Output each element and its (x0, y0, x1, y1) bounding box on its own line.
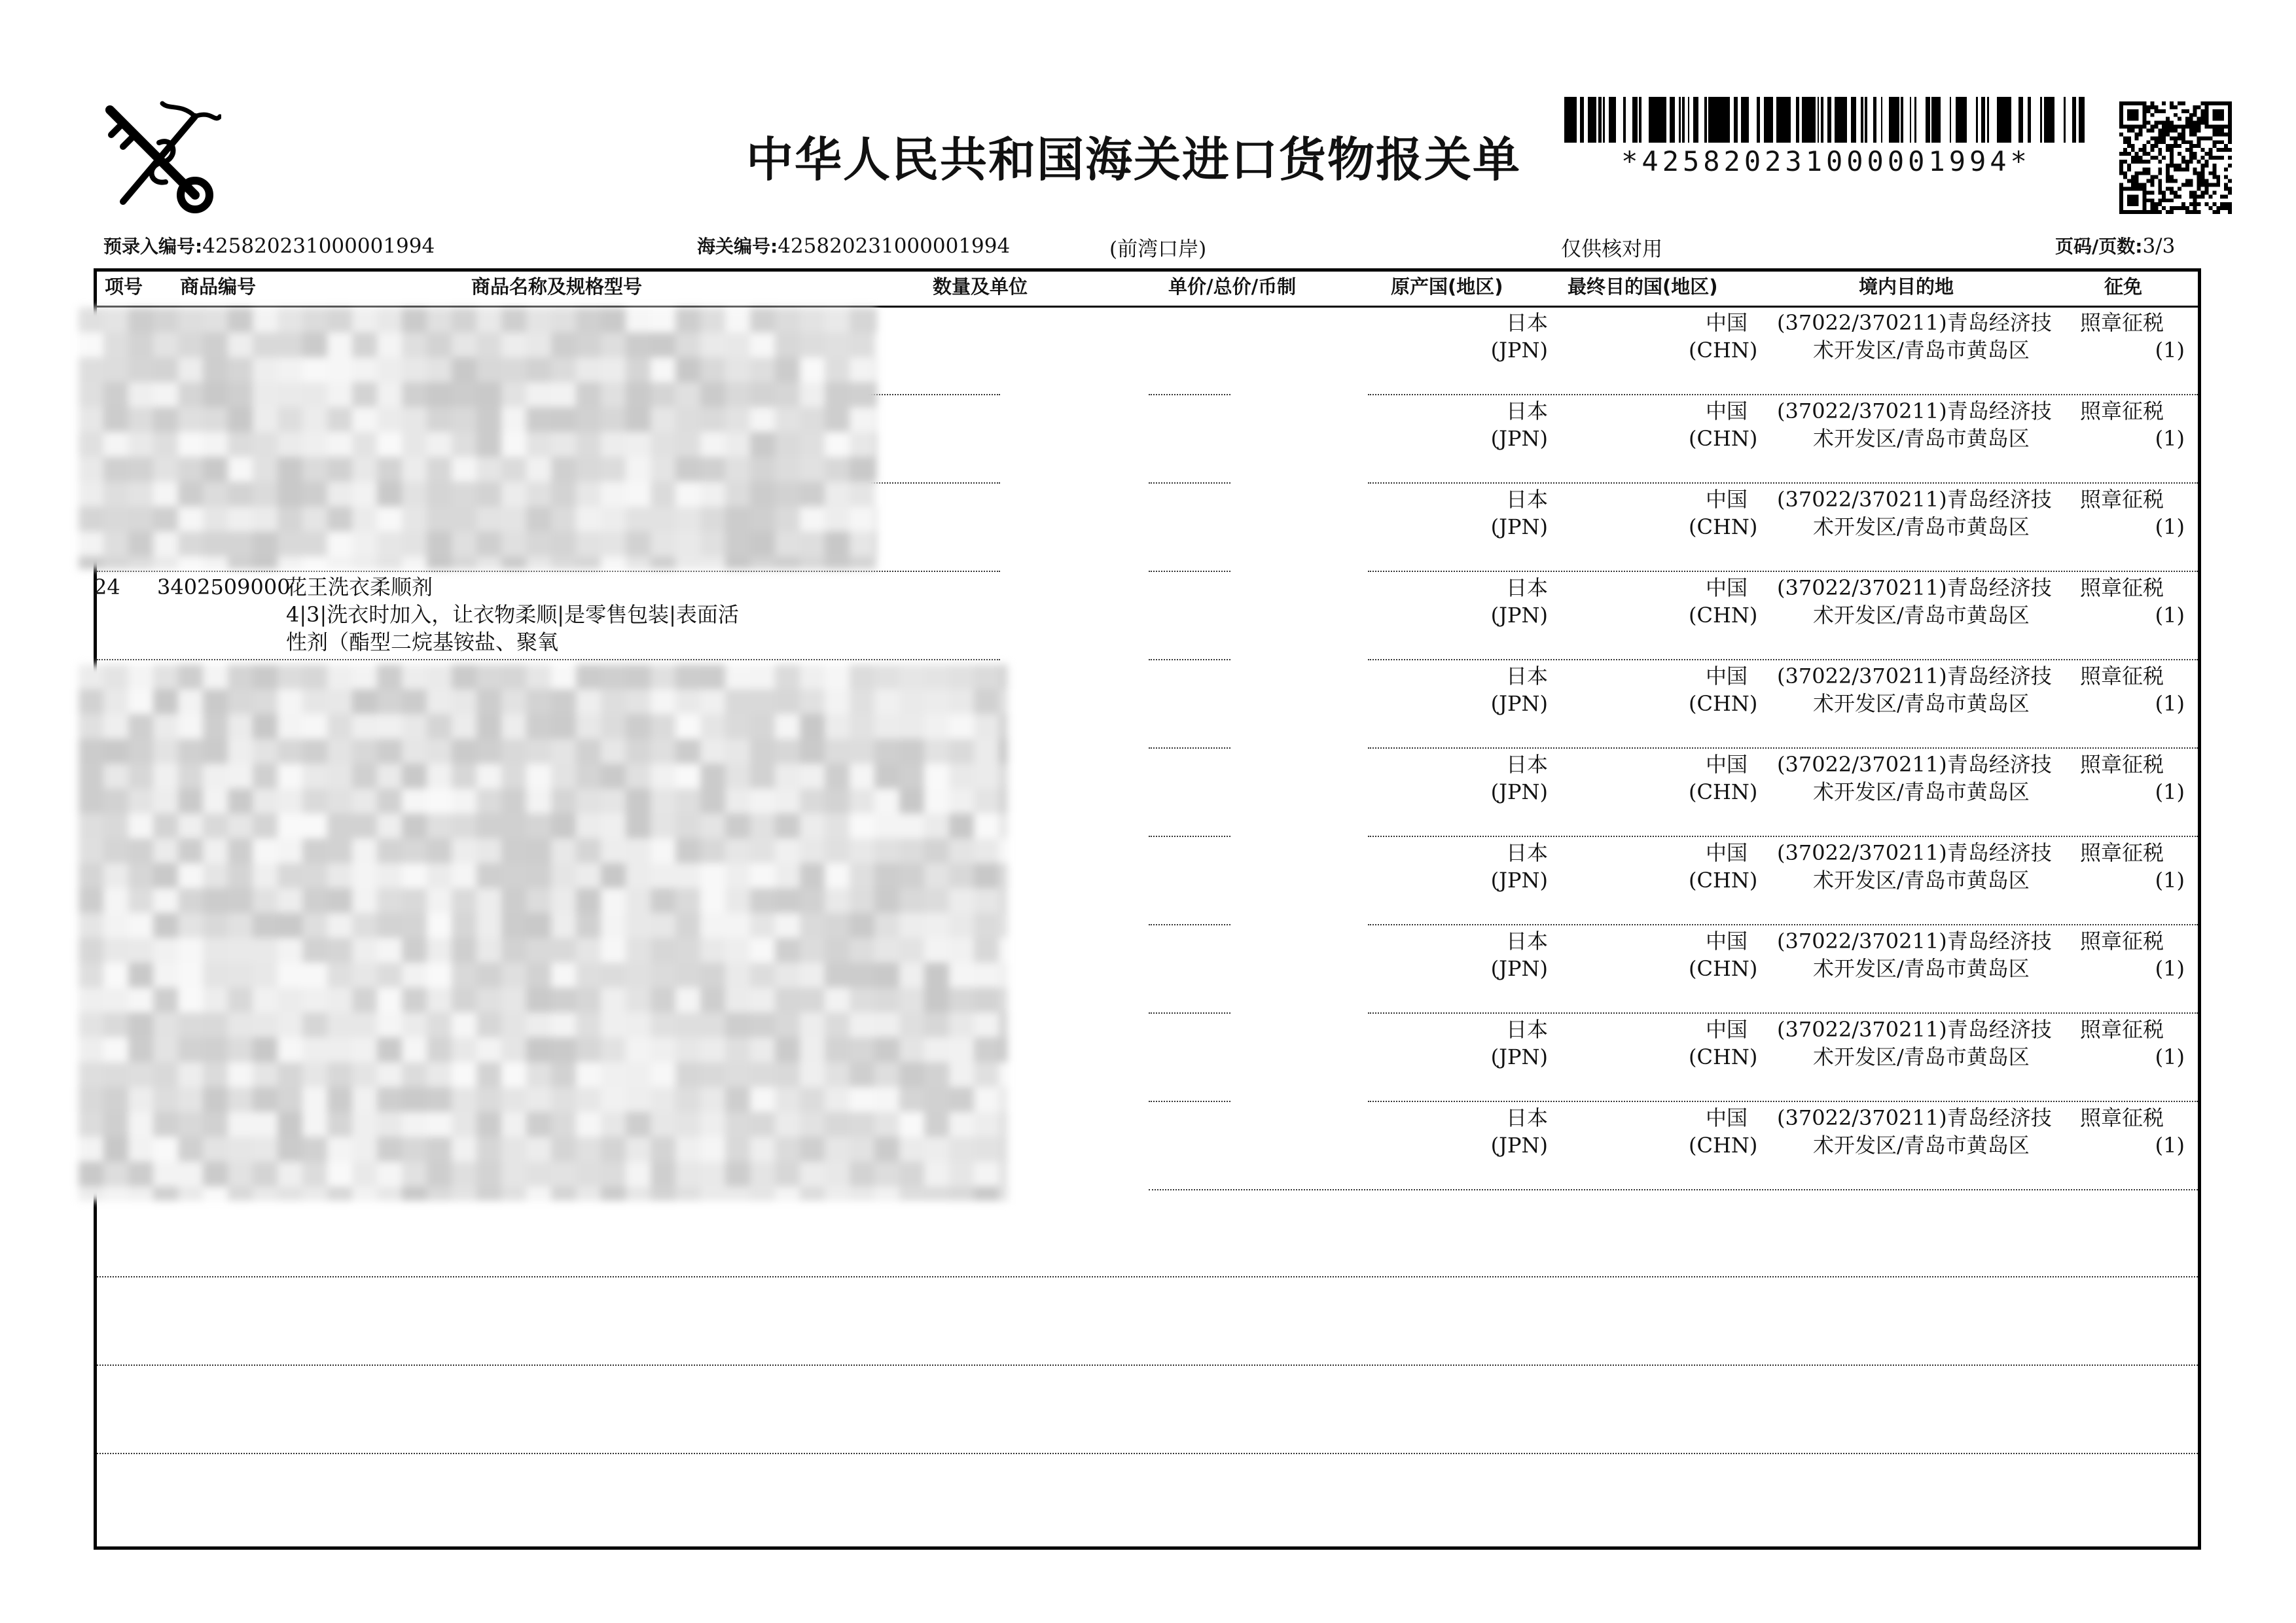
exemption-code: (1) (2155, 956, 2185, 981)
row-separator-right (1368, 1101, 2198, 1102)
origin-country: 日本 (1505, 929, 1548, 954)
origin-country: 日本 (1505, 1017, 1548, 1042)
domestic-region-line-1: (37022/370211)青岛经济技 (1777, 664, 2052, 688)
col-destination: 最终目的国(地区) (1568, 276, 1718, 298)
domestic-region-line-2: 术开发区/青岛市黄岛区 (1813, 868, 2030, 893)
domestic-region-line-2: 术开发区/青岛市黄岛区 (1813, 1133, 2030, 1158)
origin-country: 日本 (1505, 752, 1548, 777)
domestic-region-line-1: (37022/370211)青岛经济技 (1777, 575, 2052, 600)
customs-label: 海关编号: (697, 236, 778, 257)
item-24-no: 24 (94, 575, 120, 599)
destination-code: (CHN) (1689, 1133, 1758, 1158)
barcode-text: *425820231000001994* (1621, 145, 2031, 177)
row-separator-right (1368, 394, 2198, 395)
domestic-region-line-1: (37022/370211)青岛经济技 (1777, 310, 2052, 335)
row-separator-price (1149, 836, 1230, 837)
row-separator-last (1149, 1189, 2198, 1190)
domestic-region-line-1: (37022/370211)青岛经济技 (1777, 1105, 2052, 1130)
row-separator-right (1368, 747, 2198, 749)
exemption-code: (1) (2155, 603, 2185, 628)
item-24-spec-line-2: 性剂（酯型二烷基铵盐、聚氧 (286, 630, 559, 654)
domestic-region-line-2: 术开发区/青岛市黄岛区 (1813, 1044, 2030, 1069)
col-item-no: 项号 (105, 276, 143, 298)
domestic-region-line-2: 术开发区/青岛市黄岛区 (1813, 603, 2030, 628)
exemption-method: 照章征税 (2080, 575, 2164, 600)
domestic-region-line-2: 术开发区/青岛市黄岛区 (1813, 338, 2030, 363)
exemption-method: 照章征税 (2080, 1105, 2164, 1130)
exemption-method: 照章征税 (2080, 487, 2164, 512)
qr-code-icon (2119, 101, 2232, 214)
exemption-method: 照章征税 (2080, 310, 2164, 335)
destination-country: 中国 (1705, 1017, 1748, 1042)
origin-country: 日本 (1505, 840, 1548, 865)
origin-country: 日本 (1505, 399, 1548, 423)
review-note: 仅供核对用 (1561, 238, 1662, 261)
origin-code: (JPN) (1490, 1044, 1548, 1069)
exemption-code: (1) (2155, 1133, 2185, 1158)
domestic-region-line-2: 术开发区/青岛市黄岛区 (1813, 691, 2030, 716)
destination-code: (CHN) (1689, 514, 1758, 539)
row-separator-right (1368, 924, 2198, 925)
exemption-code: (1) (2155, 779, 2185, 804)
destination-country: 中国 (1705, 752, 1748, 777)
item-24-spec-line-1: 4|3|洗衣时加入，让衣物柔顺|是零售包装|表面活 (286, 602, 739, 627)
destination-country: 中国 (1705, 840, 1748, 865)
exemption-method: 照章征税 (2080, 752, 2164, 777)
domestic-region-line-2: 术开发区/青岛市黄岛区 (1813, 779, 2030, 804)
document-title: 中华人民共和国海关进口货物报关单 (746, 132, 1522, 187)
page-indicator (2055, 232, 2175, 259)
item-24-hs-code: 3402509000 (157, 575, 291, 599)
row-separator-price (1149, 1101, 1230, 1102)
col-domestic-destination: 境内目的地 (1859, 276, 1954, 298)
row-separator-left (97, 571, 1000, 572)
destination-code: (CHN) (1689, 426, 1758, 451)
pre-entry-value: 425820231000001994 (202, 234, 435, 258)
exemption-method: 照章征税 (2080, 1017, 2164, 1042)
origin-code: (JPN) (1490, 868, 1548, 893)
domestic-region-line-1: (37022/370211)青岛经济技 (1777, 399, 2052, 423)
exemption-code: (1) (2155, 514, 2185, 539)
col-origin: 原产国(地区) (1391, 276, 1503, 298)
destination-country: 中国 (1705, 399, 1748, 423)
destination-country: 中国 (1705, 664, 1748, 688)
domestic-region-line-2: 术开发区/青岛市黄岛区 (1813, 956, 2030, 981)
item-24-name: 花王洗衣柔顺剂 (286, 575, 433, 599)
origin-code: (JPN) (1490, 691, 1548, 716)
col-exemption: 征免 (2104, 276, 2143, 298)
row-separator-price (1149, 571, 1230, 572)
row-separator-right (1368, 482, 2198, 484)
destination-code: (CHN) (1689, 956, 1758, 981)
exemption-method: 照章征税 (2080, 399, 2164, 423)
destination-code: (CHN) (1689, 603, 1758, 628)
origin-code: (JPN) (1490, 338, 1548, 363)
col-price: 单价/总价/币制 (1168, 276, 1297, 298)
origin-code: (JPN) (1490, 779, 1548, 804)
col-hs-code: 商品编号 (180, 276, 257, 298)
page-label: 页码/页数: (2055, 236, 2143, 257)
origin-code: (JPN) (1490, 426, 1548, 451)
row-separator-right (1368, 836, 2198, 837)
customs-emblem-icon (97, 97, 221, 221)
destination-code: (CHN) (1689, 338, 1758, 363)
customs-number (697, 232, 1010, 259)
empty-row-separator (97, 1453, 2198, 1454)
row-separator-price (1149, 659, 1230, 660)
pre-entry-label: 预录入编号: (103, 236, 203, 257)
exemption-method: 照章征税 (2080, 664, 2164, 688)
destination-code: (CHN) (1689, 1044, 1758, 1069)
exemption-code: (1) (2155, 426, 2185, 451)
origin-code: (JPN) (1490, 1133, 1548, 1158)
mosaic-block (79, 664, 1008, 1201)
empty-row-separator (97, 1364, 2198, 1366)
domestic-region-line-2: 术开发区/青岛市黄岛区 (1813, 514, 2030, 539)
exemption-code: (1) (2155, 338, 2185, 363)
row-separator-right (1368, 659, 2198, 660)
domestic-region-line-1: (37022/370211)青岛经济技 (1777, 752, 2052, 777)
origin-code: (JPN) (1490, 603, 1548, 628)
col-name-spec: 商品名称及规格型号 (471, 276, 643, 298)
col-qty-unit: 数量及单位 (933, 276, 1028, 298)
origin-country: 日本 (1505, 1105, 1548, 1130)
exemption-method: 照章征税 (2080, 929, 2164, 954)
origin-country: 日本 (1505, 664, 1548, 688)
destination-country: 中国 (1705, 487, 1748, 512)
page-value: 3/3 (2142, 234, 2176, 258)
row-separator-right (1368, 1012, 2198, 1014)
domestic-region-line-1: (37022/370211)青岛经济技 (1777, 1017, 2052, 1042)
domestic-region-line-1: (37022/370211)青岛经济技 (1777, 487, 2052, 512)
row-separator-right (1368, 571, 2198, 572)
destination-country: 中国 (1705, 1105, 1748, 1130)
destination-code: (CHN) (1689, 691, 1758, 716)
row-separator-price (1149, 924, 1230, 925)
exemption-code: (1) (2155, 868, 2185, 893)
row-separator-price (1149, 1012, 1230, 1014)
destination-country: 中国 (1705, 310, 1748, 335)
exemption-code: (1) (2155, 1044, 2185, 1069)
row-separator-price (1149, 482, 1230, 484)
exemption-method: 照章征税 (2080, 840, 2164, 865)
domestic-region-line-1: (37022/370211)青岛经济技 (1777, 929, 2052, 954)
origin-code: (JPN) (1490, 514, 1548, 539)
destination-country: 中国 (1705, 929, 1748, 954)
domestic-region-line-1: (37022/370211)青岛经济技 (1777, 840, 2052, 865)
empty-row-separator (97, 1276, 2198, 1277)
origin-code: (JPN) (1490, 956, 1548, 981)
domestic-region-line-2: 术开发区/青岛市黄岛区 (1813, 426, 2030, 451)
destination-code: (CHN) (1689, 779, 1758, 804)
mosaic-block (79, 308, 877, 569)
customs-value: 425820231000001994 (778, 234, 1011, 258)
pre-entry-number (103, 232, 435, 259)
destination-code: (CHN) (1689, 868, 1758, 893)
exemption-code: (1) (2155, 691, 2185, 716)
origin-country: 日本 (1505, 575, 1548, 600)
row-separator-price (1149, 747, 1230, 749)
row-separator-price (1149, 394, 1230, 395)
row-separator-left (97, 659, 1000, 660)
origin-country: 日本 (1505, 487, 1548, 512)
port-name: (前湾口岸) (1109, 238, 1207, 261)
origin-country: 日本 (1505, 310, 1548, 335)
destination-country: 中国 (1705, 575, 1748, 600)
